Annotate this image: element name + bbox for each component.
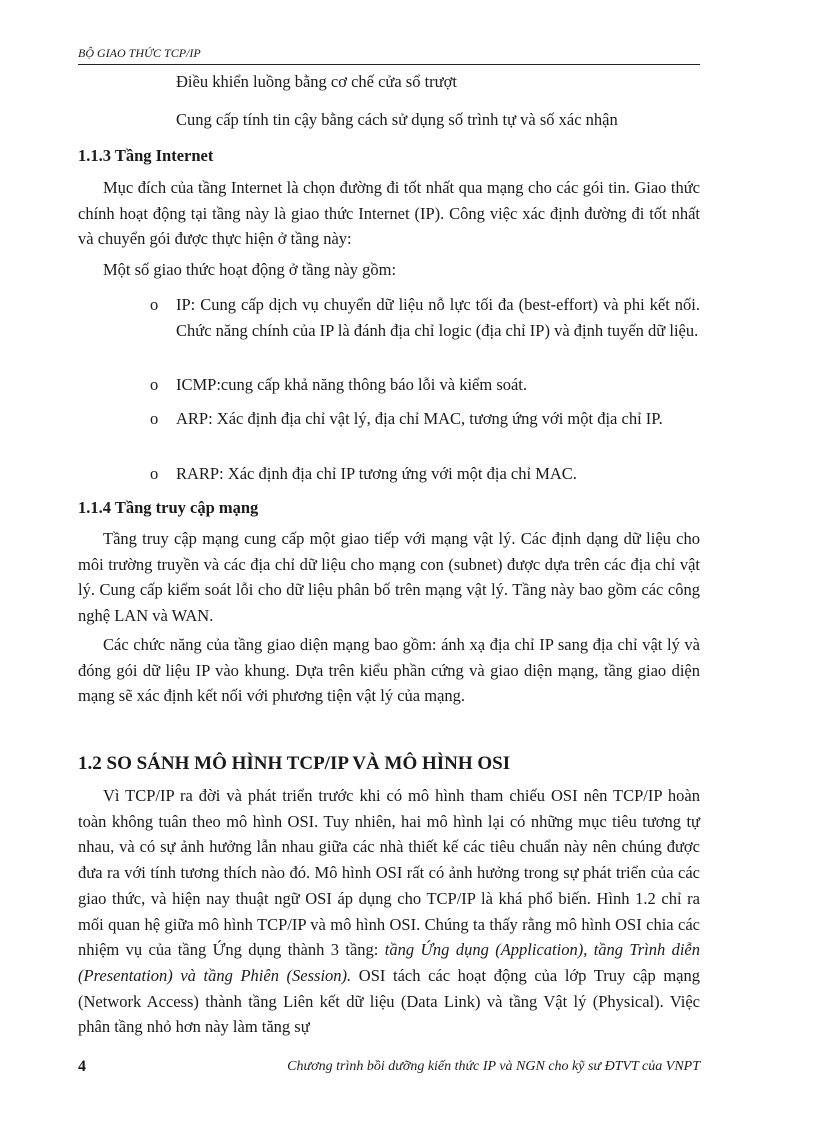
footer-text: Chương trình bồi dưỡng kiến thức IP và NGN cho kỹ sư ĐTVT của VNPT xyxy=(287,1059,700,1074)
bullet-arp xyxy=(150,406,700,432)
bullet-icmp xyxy=(150,372,700,398)
section-heading-1-1-4: 1.1.4 Tầng truy cập mạng xyxy=(78,498,259,517)
internet-layer-paragraph: Mục đích của tầng Internet là chọn đường đi tốt nhất qua mạng cho các gói tin. Giao thức chính hoạt động tại tầng này là giao thức Internet (IP). Công việc xác định đường đi tốt nhất và chuyển gói được thực hiện ở tầng này: xyxy=(78,178,700,249)
tcpip-vs-osi-paragraph xyxy=(78,783,700,1040)
bullet-icmp-text: ICMP:cung cấp khả năng thông báo lỗi và kiểm soát. xyxy=(176,375,528,394)
section-heading-1-2: 1.2 SO SÁNH MÔ HÌNH TCP/IP VÀ MÔ HÌNH OSI xyxy=(78,753,511,774)
internet-protocols-intro: Một số giao thức hoạt động ở tầng này gồm: xyxy=(103,260,397,279)
bullet-marker: o xyxy=(150,464,159,483)
network-access-paragraph-2: Các chức năng của tầng giao diện mạng bao gồm: ánh xạ địa chỉ IP sang địa chỉ vật lý và đóng gói dữ liệu IP vào khung. Dựa trên kiểu phần cứng và giao diện mạng, tầng giao diện mạng sẽ xác định kết nối với phương tiện vật lý của mạng. xyxy=(78,635,700,706)
paragraph-text-part-2: OSI tách các hoạt động của lớp Truy cập mạng (Network Access) thành tầng Liên kết dữ liệu (Data Link) và tầng Vật lý (Physical). Việc phân tầng nhỏ hơn này làm tăng sự xyxy=(78,965,700,1037)
bullet-rarp-text: RARP: Xác định địa chỉ IP tương ứng với một địa chỉ MAC. xyxy=(176,464,577,483)
bullet-marker: o xyxy=(150,375,159,394)
bullet-arp-text: ARP: Xác định địa chỉ vật lý, địa chỉ MAC, tương ứng với một địa chỉ IP. xyxy=(176,409,663,428)
reliability-line: Cung cấp tính tin cậy bằng cách sử dụng số trình tự và số xác nhận xyxy=(176,110,618,129)
bullet-rarp xyxy=(150,461,700,487)
section-heading-1-1-3: 1.1.3 Tầng Internet xyxy=(78,146,214,165)
page-number: 4 xyxy=(78,1058,86,1075)
bullet-ip-text: IP: Cung cấp dịch vụ chuyển dữ liệu nỗ lực tối đa (best-effort) và phi kết nối. Chức năng chính của IP là đánh địa chỉ logic (địa chỉ IP) và định tuyến dữ liệu. xyxy=(176,295,700,340)
bullet-marker: o xyxy=(150,409,159,428)
bullet-marker: o xyxy=(150,295,159,314)
paragraph-text-part-1: Vì TCP/IP ra đời và phát triển trước khi có mô hình tham chiếu OSI nên TCP/IP hoàn toàn không tuân theo mô hình OSI. Tuy nhiên, hai mô hình lại có những mục tiêu tương tự nhau, và có sự ảnh hưởng lẫn nhau giữa các nhà thiết kế các tiêu chuẩn này nên chúng được đưa ra với tính tương thích nào đó. Mô hình OSI rất có ảnh hưởng trong sự phát triển của các giao thức, và hiện nay thuật ngữ OSI áp dụng cho TCP/IP là khá phổ biến. Hình 1.2 chỉ ra mối quan hệ giữa mô hình TCP/IP và mô hình OSI. Chúng ta thấy rằng mô hình OSI chia các nhiệm vụ của tầng Ứng dụng thành 3 tầng: xyxy=(78,786,700,960)
bullet-ip xyxy=(150,292,700,343)
paragraph-italic-text: tầng Ứng dụng (Application), tầng Trình diễn (Presentation) và tầng Phiên (Session). xyxy=(78,940,700,985)
flow-control-line: Điều khiển luồng bằng cơ chế cửa sổ trượt xyxy=(176,72,457,91)
running-header: BỘ GIAO THỨC TCP/IP xyxy=(78,46,700,65)
network-access-paragraph-1: Tầng truy cập mạng cung cấp một giao tiếp với mạng vật lý. Các định dạng dữ liệu cho môi trường truyền và các địa chỉ dữ liệu cho mạng con (subnet) được dựa trên các địa chỉ vật lý. Cung cấp kiểm soát lỗi cho dữ liệu phân bố trên mạng vật lý. Tầng này bao gồm các công nghệ LAN và WAN. xyxy=(78,529,700,626)
